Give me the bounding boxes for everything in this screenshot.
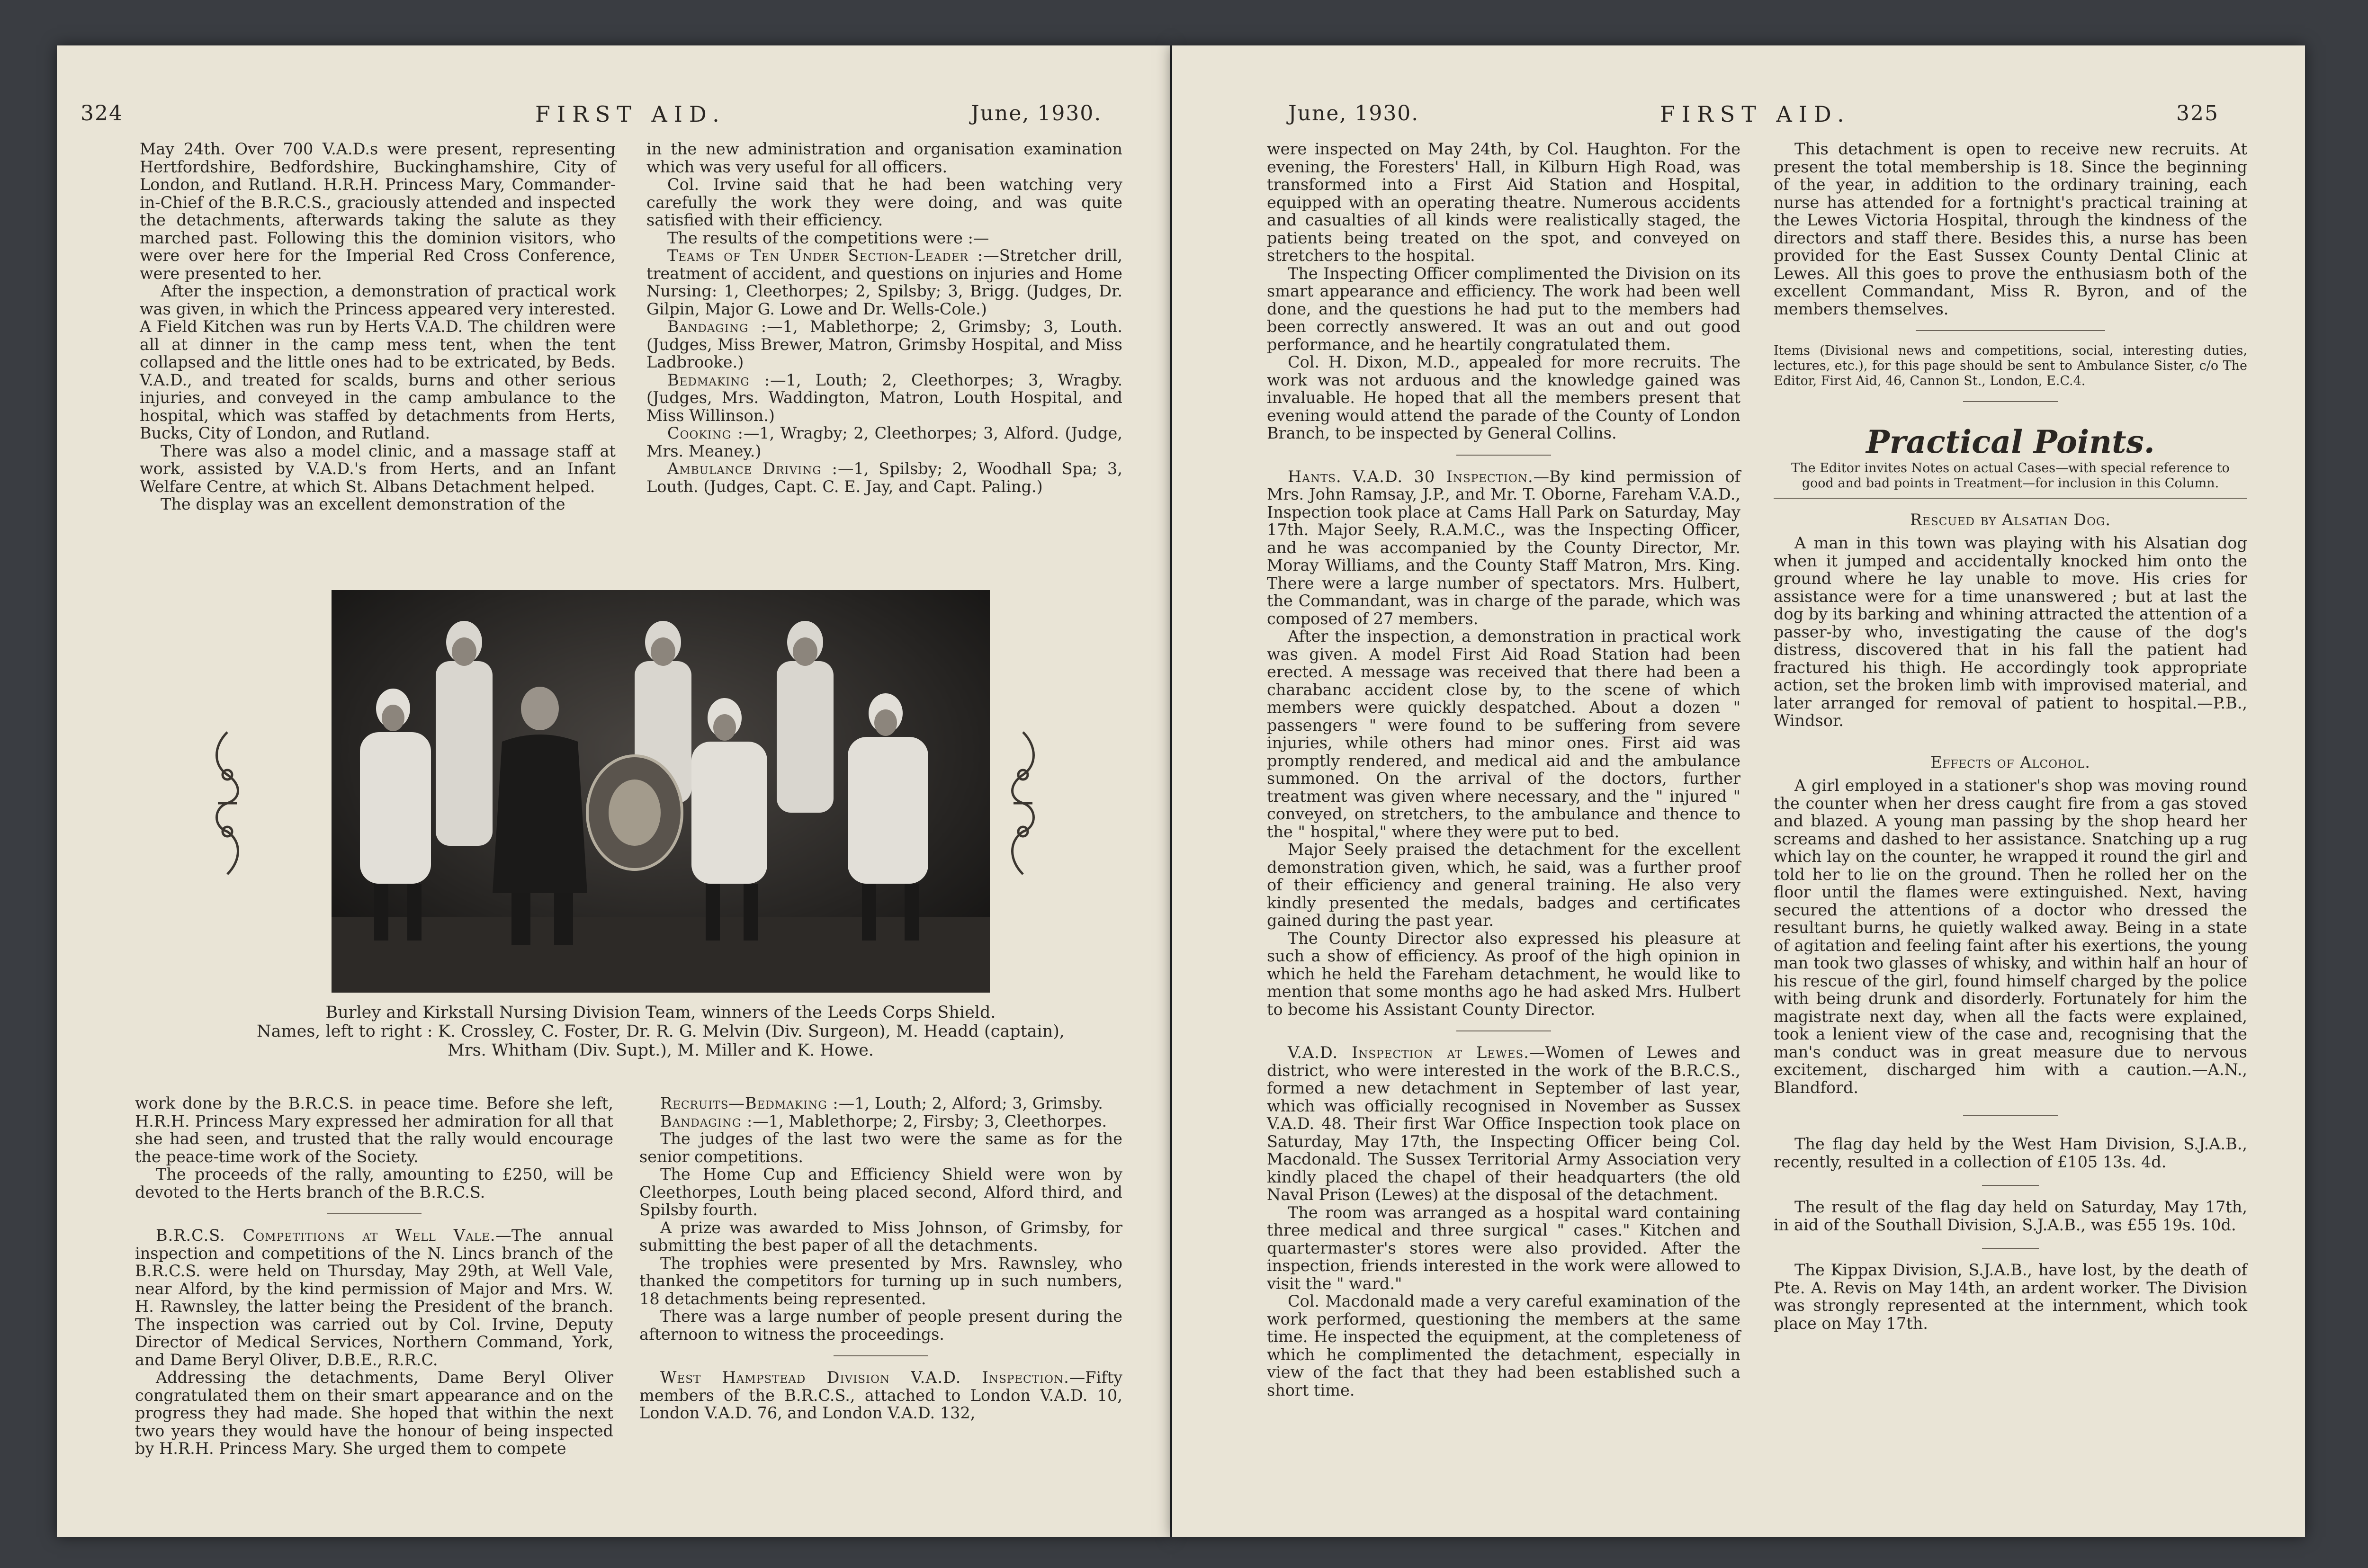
paragraph: The County Director also expressed his pleasure at such a show of efficiency. As proof of the high opinion in which he held the Fareham detachment, he would like to mention that some months ago he had asked Mrs. Hulbert to become his Assistant County Director. bbox=[1267, 929, 1740, 1019]
label: Bedmaking : bbox=[667, 370, 771, 389]
text: —1, Wragby; 2, Cleethorpes; 3, Alford. (Judge, Mrs. Meaney.) bbox=[646, 424, 1122, 460]
left-page bbox=[57, 45, 1170, 1537]
paragraph: The display was an excellent demonstration of the bbox=[161, 495, 565, 513]
label: V.A.D. Inspection at Lewes. bbox=[1288, 1043, 1529, 1062]
section-lewes bbox=[1267, 1044, 1740, 1204]
practical-points-heading: Practical Points. bbox=[1866, 423, 2155, 460]
paragraph: Major Seely praised the detachment for the excellent demonstration given, which, he said, was a further proof of their efficiency and general training. He also very kindly presented the medals, badges and certificates gained during the past year. bbox=[1267, 840, 1740, 930]
result-bandaging bbox=[646, 318, 1122, 371]
running-title-right: FIRST AID. bbox=[1660, 101, 1851, 127]
paragraph: There was a large number of people present during the afternoon to witness the proceedings. bbox=[639, 1307, 1122, 1344]
result-recruits-bandaging bbox=[639, 1112, 1122, 1130]
paragraph: The judges of the last two were the same as for the senior competitions. bbox=[639, 1129, 1122, 1166]
page-number-left: 324 bbox=[81, 101, 123, 125]
page-number-right: 325 bbox=[2176, 101, 2219, 125]
paragraph: The Home Cup and Efficiency Shield were won by Cleethorpes, Louth being placed second, Alford third, and Spilsby fourth. bbox=[639, 1165, 1122, 1219]
left-col1-bottom bbox=[135, 1094, 613, 1458]
left-col1-top bbox=[140, 140, 616, 513]
running-date-left: June, 1930. bbox=[971, 101, 1102, 125]
section-divider bbox=[1456, 1030, 1551, 1031]
running-date-right: June, 1930. bbox=[1288, 101, 1419, 125]
case-title: Rescued by Alsatian Dog. bbox=[1910, 510, 2111, 529]
paragraph: The result of the flag day held on Saturday, May 17th, in aid of the Southall Division, S.J.A.B., was £55 19s. 10d. bbox=[1774, 1198, 2247, 1234]
paragraph: were inspected on May 24th, by Col. Haughton. For the evening, the Foresters' Hall, in Kilburn High Road, was transformed into a First Aid Station and Hospital, equipped with an operating theatre. Numerous accidents and casualties of all kinds were realistically staged, the patients being treated on the spot, and conveyed on stretchers to the hospital. bbox=[1267, 140, 1740, 265]
label: Ambulance Driving : bbox=[667, 459, 838, 478]
label: Hants. V.A.D. 30 Inspection. bbox=[1288, 467, 1534, 486]
paragraph: The Inspecting Officer complimented the Division on its smart appearance and efficiency. The work had been well done, and the questions he had put to the members had been correctly answered. It was an out and out good performance, and he heartily congratulated them. bbox=[1267, 264, 1740, 354]
text: —Women of Lewes and district, who were interested in the work of the B.R.C.S., formed a new detachment in September of last year, which was officially recognised in November as Sussex V.A.D. 48. Their first War Office Inspection took place on Saturday, May 17th, the Inspecting Officer being Col. Macdonald. The Sussex Territorial Army Association very kindly placed the chapel of their headquarters (the old Naval Prison (Lewes) at the disposal of the detachment. bbox=[1267, 1043, 1740, 1204]
paragraph: The room was arranged as a hospital ward containing three medical and three surgical " cases." Kitchen and quartermaster's stores were also provided. After the inspection, friends interested in the work were allowed to visit the " ward." bbox=[1267, 1203, 1740, 1293]
paragraph: The flag day held by the West Ham Division, S.J.A.B., recently, resulted in a collection of £105 13s. 4d. bbox=[1774, 1135, 2247, 1171]
paragraph: After the inspection, a demonstration of practical work was given, in which the Princess appeared very interested. A Field Kitchen was run by Herts V.A.D. The children were all at dinner in the camp mess tent, when the tent collapsed and the little ones had to be extricated, by Beds. V.A.D., and treated for scalds, burns and other serious injuries, and conveyed in the camp ambulance to the hospital, which was staffed by detachments from Herts, Bucks, City of London, and Rutland. bbox=[140, 282, 616, 442]
result-recruits-bedmaking bbox=[639, 1094, 1122, 1112]
section-divider bbox=[1982, 1185, 2039, 1186]
paragraph: After the inspection, a demonstration in practical work was given. A model First Aid Road Station had been erected. A message was received that there had been a charabanc accident close by, to the scene of which members were quickly despatched. About a dozen " passengers " were found to be suffering from severe injuries, while others had minor ones. First aid was promptly rendered, and medical aid and the ambulance summoned. On the arrival of the doctors, further treatment was given where necessary, and the " injured " conveyed, on stretchers, to the ambulance and thence to the " hospital," where they were put to bed. bbox=[1267, 627, 1740, 841]
scroll-ornament-icon bbox=[208, 727, 246, 879]
label: Teams of Ten Under Section-Leader : bbox=[667, 246, 984, 265]
paragraph: The proceeds of the rally, amounting to £250, will be devoted to the Herts branch of the B.R.C.S. bbox=[135, 1165, 613, 1201]
paragraph: The trophies were presented by Mrs. Rawnsley, who thanked the competitors for turning up in such numbers, 18 detachments being represented. bbox=[639, 1254, 1122, 1308]
right-page bbox=[1172, 45, 2305, 1537]
paragraph: A girl employed in a stationer's shop was moving round the counter when her dress caught fire from a gas stoved and blazed. A young man passing by the shop heard her screams and dashed to her assistance. Snatching up a rug which lay on the counter, he wrapped it round the girl and told her to lie on the ground. Then he rolled her on the floor until the flames were extinguished. Next, having secured the attentions of a doctor who dressed the resultant burns, he quietly walked away. Being in a state of agitation and feeling faint after his exertions, the young man took two glasses of whisky, and within half an hour of his rescue of the girl, found himself charged by the police with being drunk and disorderly. Fortunately for him the magistrate next day, when all the facts were explained, took a lenient view of the case and, recognising that the man's conduct was in great measure due to nervous excitement, discharged him with a caution.—A.N., Blandford. bbox=[1774, 776, 2247, 1097]
result-bedmaking bbox=[646, 371, 1122, 425]
paragraph: This detachment is open to receive new recruits. At present the total membership is 18. Since the beginning of the year, in addition to the ordinary training, each nurse has attended for a fortnight's practical training at the Lewes Victoria Hospital, through the kindness of the directors and staff there. Besides this, a nurse has been provided for the East Sussex County Dental Clinic at Lewes. All this goes to prove the enthusiasm both of the excellent Commandant, Miss R. Byron, and of the members themselves. bbox=[1774, 140, 2247, 318]
section-hants bbox=[1267, 468, 1740, 628]
text: —1, Mablethorpe; 2, Grimsby; 3, Louth. (Judges, Miss Brewer, Matron, Grimsby Hospital, and Miss Ladbrooke.) bbox=[646, 317, 1122, 371]
caption-line: Mrs. Whitham (Div. Supt.), M. Miller and K. Howe. bbox=[448, 1041, 874, 1060]
section-divider bbox=[1963, 1115, 2058, 1116]
right-col2 bbox=[1774, 140, 2247, 1332]
left-col2-top bbox=[646, 140, 1122, 495]
caption-line: Burley and Kirkstall Nursing Division Team, winners of the Leeds Corps Shield. bbox=[325, 1003, 996, 1022]
label: B.R.C.S. Competitions at Well Vale. bbox=[156, 1226, 496, 1245]
label: West Hampstead Division V.A.D. Inspection. bbox=[660, 1368, 1069, 1387]
paragraph: Addressing the detachments, Dame Beryl Oliver congratulated them on their smart appearance and on the progress they had made. She hoped that within the next two years they would have the honour of being inspected by H.R.H. Princess Mary. She urged them to compete bbox=[135, 1368, 613, 1458]
result-ambulance bbox=[646, 460, 1122, 495]
paragraph: in the new administration and organisation examination which was very useful for all officers. bbox=[646, 140, 1122, 176]
caption-line: Names, left to right : K. Crossley, C. Foster, Dr. R. G. Melvin (Div. Surgeon), M. Headd (captain), bbox=[256, 1022, 1065, 1041]
text: —1, Spilsby; 2, Woodhall Spa; 3, Louth. (Judges, Capt. C. E. Jay, and Capt. Paling.) bbox=[646, 459, 1122, 496]
section-divider bbox=[327, 1213, 422, 1214]
left-col2-bottom bbox=[639, 1094, 1122, 1422]
section-divider bbox=[834, 1355, 928, 1356]
text: —Stretcher drill, treatment of accident, and questions on injuries and Home Nursing: 1, Cleethorpes; 2, Spilsby; 3, Brigg. (Judges, Dr. Gilpin, Major G. Lowe and Dr. Wells-Cole.) bbox=[646, 246, 1122, 318]
text: —By kind permission of Mrs. John Ramsay, J.P., and Mr. T. Oborne, Fareham V.A.D., Inspection took place at Cams Hall Park on Saturday, May 17th. Major Seely, R.A.M.C., was the Inspecting Officer, and he was accompanied by the County Director, Mr. Moray Williams, and the County Staff Matron, Mrs. King. There were a large number of spectators. Mrs. Hulbert, the Commandant, was in charge of the parade, which was composed of 27 members. bbox=[1267, 467, 1740, 628]
paragraph: work done by the B.R.C.S. in peace time. Before she left, H.R.H. Princess Mary expressed her admiration for all that she had seen, and trusted that the rally would encourage the peace-time work of the Society. bbox=[135, 1094, 613, 1166]
team-photograph bbox=[332, 590, 990, 993]
label: Bandaging : bbox=[667, 317, 767, 336]
label: Recruits—Bedmaking : bbox=[660, 1094, 839, 1112]
paragraph: A man in this town was playing with his Alsatian dog when it jumped and accidentally knocked him onto the ground where he lay unable to move. His cries for assistance were for a time unanswered ; but at last the dog by its barking and whining attracted the attention of a passer-by who, investigating the cause of the dog's distress, discovered that in his fall the patient had fractured his thigh. He accordingly took appropriate action, set the broken limb with improvised material, and later arranged for removal of patient to hospital.—P.B., Windsor. bbox=[1774, 534, 2248, 730]
paragraph: There was also a model clinic, and a massage staff at work, assisted by V.A.D.'s from Herts, and an Infant Welfare Centre, at which St. Albans Detachment helped. bbox=[140, 441, 616, 496]
section-divider bbox=[1456, 455, 1551, 456]
paragraph: A prize was awarded to Miss Johnson, of Grimsby, for submitting the best paper of all the detachments. bbox=[639, 1218, 1122, 1254]
case-title: Effects of Alcohol. bbox=[1930, 753, 2090, 771]
paragraph: May 24th. Over 700 V.A.D.s were present, representing Hertfordshire, Bedfordshire, Buckinghamshire, City of London, and Rutland. H.R.H. Princess Mary, Commander-in-Chief of the B.R.C.S., graciously attended and inspected the detachments, afterwards taking the salute as they marched past. Following this the dominion visitors, who were over here for the Imperial Red Cross Conference, were presented to her. bbox=[140, 140, 616, 283]
paragraph: The results of the competitions were :— bbox=[667, 228, 989, 247]
section-divider bbox=[1982, 1248, 2039, 1249]
editor-notice: Items (Divisional news and competitions, social, interesting duties, lectures, etc.), for this page should be sent to Ambulance Sister, c/o The Editor, First Aid, 46, Cannon St., London, E.C.4. bbox=[1774, 343, 2247, 388]
text: —The annual inspection and competitions of the N. Lincs branch of the B.R.C.S. were held on Thursday, May 29th, at Well Vale, near Alford, by the kind permission of Major and Mrs. W. H. Rawnsley, the latter being the President of the branch. The inspection was carried out by Col. Irvine, Deputy Director of Medical Services, Northern Command, York, and Dame Beryl Oliver, D.B.E., R.R.C. bbox=[135, 1226, 614, 1369]
label: Cooking : bbox=[667, 424, 744, 442]
paragraph: Col. H. Dixon, M.D., appealed for more recruits. The work was not arduous and the knowledge gained was invaluable. He hoped that all the members present that evening would attend the parade of the County of London Branch, to be inspected by General Collins. bbox=[1267, 353, 1740, 442]
result-cooking bbox=[646, 424, 1122, 460]
section-divider bbox=[1774, 498, 2247, 499]
right-col1 bbox=[1267, 140, 1740, 1399]
photo-caption bbox=[199, 1003, 1122, 1060]
section-divider bbox=[1963, 401, 2058, 402]
scroll-ornament-icon bbox=[1004, 727, 1042, 879]
paragraph: The Kippax Division, S.J.A.B., have lost, by the death of Pte. A. Revis on May 14th, an ardent worker. The Division was strongly represented at the internment, which took place on May 17th. bbox=[1774, 1261, 2247, 1333]
section-well-vale bbox=[135, 1227, 613, 1369]
column-intro: The Editor invites Notes on actual Cases—with special reference to good and bad points in Treatment—for inclusion in this Column. bbox=[1791, 460, 2230, 491]
paragraph: Col. Irvine said that he had been watching very carefully the work they were doing, and was quite satisfied with their efficiency. bbox=[646, 175, 1122, 229]
text: —1, Louth; 2, Alford; 3, Grimsby. bbox=[838, 1094, 1103, 1112]
section-divider bbox=[1916, 330, 2105, 331]
running-title-left: FIRST AID. bbox=[535, 101, 726, 127]
section-west-hampstead bbox=[639, 1369, 1122, 1422]
paragraph: Col. Macdonald made a very careful examination of the work performed, questioning the members at the same time. He inspected the equipment, at the completeness of which he complimented the detachment, especially in view of the fact that they had been established such a short time. bbox=[1267, 1292, 1740, 1399]
label: Bandaging : bbox=[660, 1111, 753, 1130]
text: —Fifty members of the B.R.C.S., attached to London V.A.D. 10, London V.A.D. 76, and London V.A.D. 132, bbox=[639, 1368, 1122, 1422]
text: —1, Mablethorpe; 2, Firsby; 3, Cleethorpes. bbox=[753, 1111, 1107, 1130]
text: —1, Louth; 2, Cleethorpes; 3, Wragby. (Judges, Mrs. Waddington, Matron, Louth Hospital, and Miss Willinson.) bbox=[646, 370, 1122, 425]
result-teams bbox=[646, 247, 1122, 318]
